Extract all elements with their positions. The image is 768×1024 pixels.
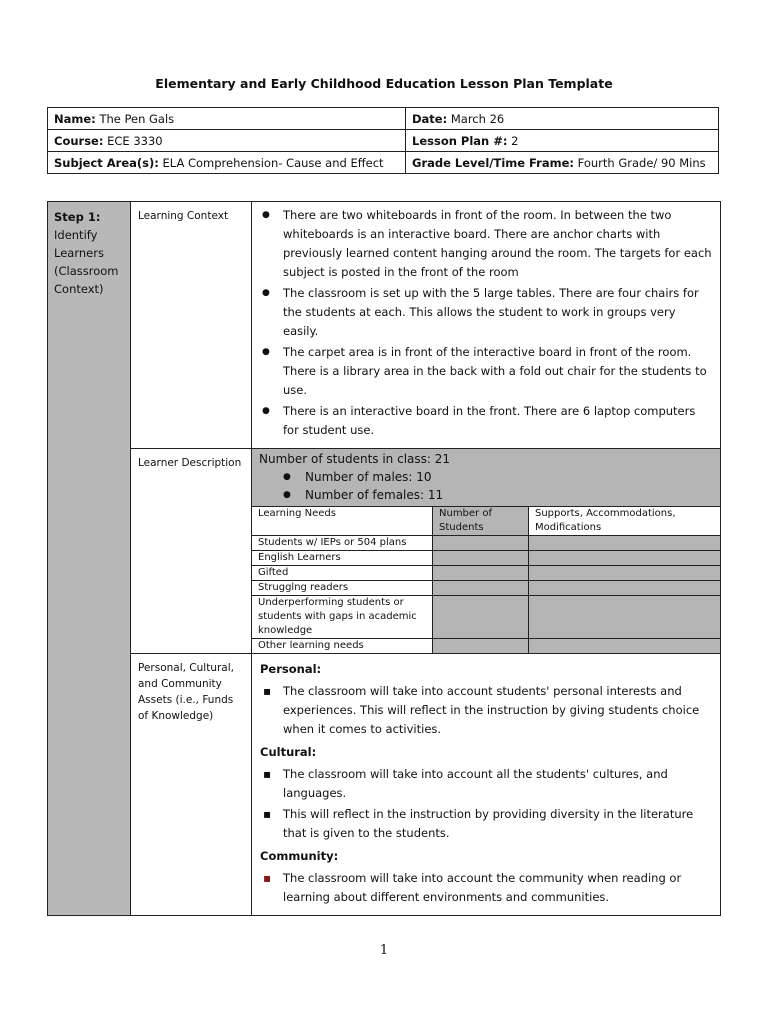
step-label: Step 1: <box>54 210 101 224</box>
date-value: March 26 <box>450 111 505 126</box>
females-count: ● Number of females: 11 <box>283 486 713 504</box>
step-cell <box>48 202 131 916</box>
learner-description-label: Learner Description <box>131 449 252 654</box>
grade-cell <box>406 152 719 174</box>
lesson-label: Lesson Plan #: <box>412 133 508 148</box>
community-bullet: ▪ The classroom will take into account the community when reading or learning about different environments and communities. <box>260 869 712 907</box>
needs-header: Learning Needs <box>252 507 433 536</box>
needs-row-label: Students w/ IEPs or 504 plans <box>252 536 433 551</box>
course-label: Course: <box>54 133 104 148</box>
lesson-cell <box>406 130 719 152</box>
date-cell <box>406 108 719 130</box>
name-value: The Pen Gals <box>99 111 175 126</box>
supports-cell[interactable] <box>529 639 721 654</box>
learning-context-content <box>252 202 721 449</box>
subject-label: Subject Area(s): <box>54 155 159 170</box>
learning-needs-table <box>252 506 720 653</box>
personal-bullet: ▪ The classroom will take into account students' personal interests and experiences. This will reflect in the instruction by giving students choice when it comes to activities. <box>260 682 712 739</box>
number-cell[interactable] <box>433 566 529 581</box>
number-header: Number of Students <box>433 507 529 536</box>
grade-value: Fourth Grade/ 90 Mins <box>577 155 706 170</box>
document-title: Elementary and Early Childhood Education Lesson Plan Template <box>155 76 613 91</box>
date-label: Date: <box>412 111 448 126</box>
supports-header: Supports, Accommodations, Modifications <box>529 507 721 536</box>
name-cell <box>48 108 406 130</box>
needs-row-label: English Learners <box>252 551 433 566</box>
context-bullet: ● There are two whiteboards in front of the room. In between the two whiteboards is an interactive board. There are anchor charts with previously learned content hanging around the room. The targets for each subject is posted in the front of the room <box>260 206 712 282</box>
step-text: Identify Learners (Classroom Context) <box>54 228 119 296</box>
assets-label: Personal, Cultural, and Community Assets (i.e., Funds of Knowledge) <box>131 654 252 916</box>
context-bullet: ● There is an interactive board in the front. There are 6 laptop computers for student use. <box>260 402 712 440</box>
number-cell[interactable] <box>433 536 529 551</box>
needs-row-label: Other learning needs <box>252 639 433 654</box>
personal-heading: Personal: <box>260 662 322 676</box>
context-bullet: ● The classroom is set up with the 5 large tables. There are four chairs for the students at each. This allows the student to work in groups very easily. <box>260 284 712 341</box>
supports-cell[interactable] <box>529 596 721 639</box>
step1-table <box>47 201 721 916</box>
needs-row-label: Underperforming students or students with gaps in academic knowledge <box>252 596 433 639</box>
number-cell[interactable] <box>433 551 529 566</box>
course-value: ECE 3330 <box>107 133 163 148</box>
supports-cell[interactable] <box>529 536 721 551</box>
name-label: Name: <box>54 111 96 126</box>
lesson-value: 2 <box>511 133 519 148</box>
supports-cell[interactable] <box>529 566 721 581</box>
cultural-bullet: ▪ The classroom will take into account all the students' cultures, and languages. <box>260 765 712 803</box>
males-count: ● Number of males: 10 <box>283 468 713 486</box>
student-counts <box>252 449 720 506</box>
number-cell[interactable] <box>433 581 529 596</box>
subject-value: ELA Comprehension- Cause and Effect <box>162 155 384 170</box>
cultural-heading: Cultural: <box>260 745 317 759</box>
needs-row-label: Gifted <box>252 566 433 581</box>
supports-cell[interactable] <box>529 581 721 596</box>
learning-context-label: Learning Context <box>131 202 252 449</box>
assets-content <box>252 654 721 916</box>
needs-row-label: Strugglng readers <box>252 581 433 596</box>
student-count: Number of students in class: 21 <box>259 452 451 466</box>
supports-cell[interactable] <box>529 551 721 566</box>
course-cell <box>48 130 406 152</box>
cultural-bullet: ▪ This will reflect in the instruction by providing diversity in the literature that is given to the students. <box>260 805 712 843</box>
lesson-header-table <box>47 107 719 174</box>
number-cell[interactable] <box>433 596 529 639</box>
subject-cell <box>48 152 406 174</box>
community-heading: Community: <box>260 849 339 863</box>
learner-description-content <box>252 449 721 654</box>
number-cell[interactable] <box>433 639 529 654</box>
page-number: 1 <box>379 943 389 958</box>
context-bullet: ● The carpet area is in front of the interactive board in front of the room. There is a library area in the back with a fold out chair for the students to use. <box>260 343 712 400</box>
grade-label: Grade Level/Time Frame: <box>412 155 574 170</box>
